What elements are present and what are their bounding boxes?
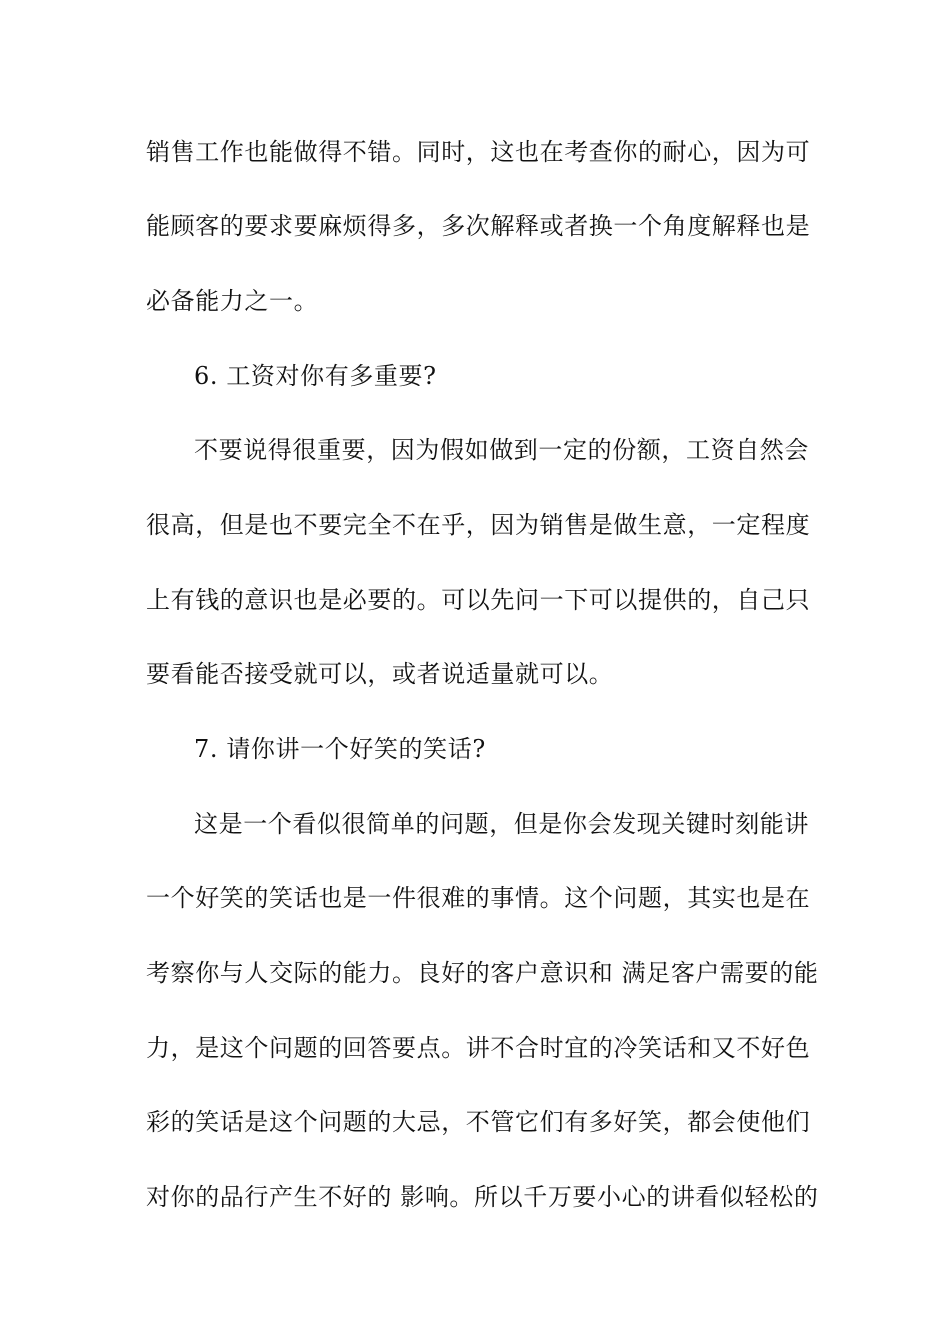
text-line: 不要说得很重要，因为假如做到一定的份额，工资自然会 <box>194 436 809 464</box>
text-line: 很高，但是也不要完全不在乎，因为销售是做生意，一定程度 <box>146 511 811 539</box>
question-heading-7: 7. 请你讲一个好笑的笑话? <box>194 735 486 763</box>
text-line: 对你的品行产生不好的 影响。所以千万要小心的讲看似轻松的 <box>146 1183 819 1211</box>
text-line: 销售工作也能做得不错。同时，这也在考查你的耐心，因为可 <box>146 138 811 166</box>
text-line: 力，是这个问题的回答要点。讲不合时宜的冷笑话和又不好色 <box>146 1034 811 1062</box>
text-line: 上有钱的意识也是必要的。可以先问一下可以提供的，自己只 <box>146 586 811 614</box>
text-line: 要看能否接受就可以，或者说适量就可以。 <box>146 660 614 688</box>
text-line: 这是一个看似很简单的问题，但是你会发现关键时刻能讲 <box>194 810 809 838</box>
text-line: 必备能力之一。 <box>146 287 319 315</box>
text-line: 考察你与人交际的能力。良好的客户意识和 满足客户需要的能 <box>146 959 819 987</box>
text-line: 彩的笑话是这个问题的大忌，不管它们有多好笑，都会使他们 <box>146 1108 811 1136</box>
text-line: 一个好笑的笑话也是一件很难的事情。这个问题，其实也是在 <box>146 884 811 912</box>
text-line: 能顾客的要求要麻烦得多，多次解释或者换一个角度解释也是 <box>146 212 811 240</box>
question-heading-6: 6. 工资对你有多重要? <box>194 362 437 390</box>
